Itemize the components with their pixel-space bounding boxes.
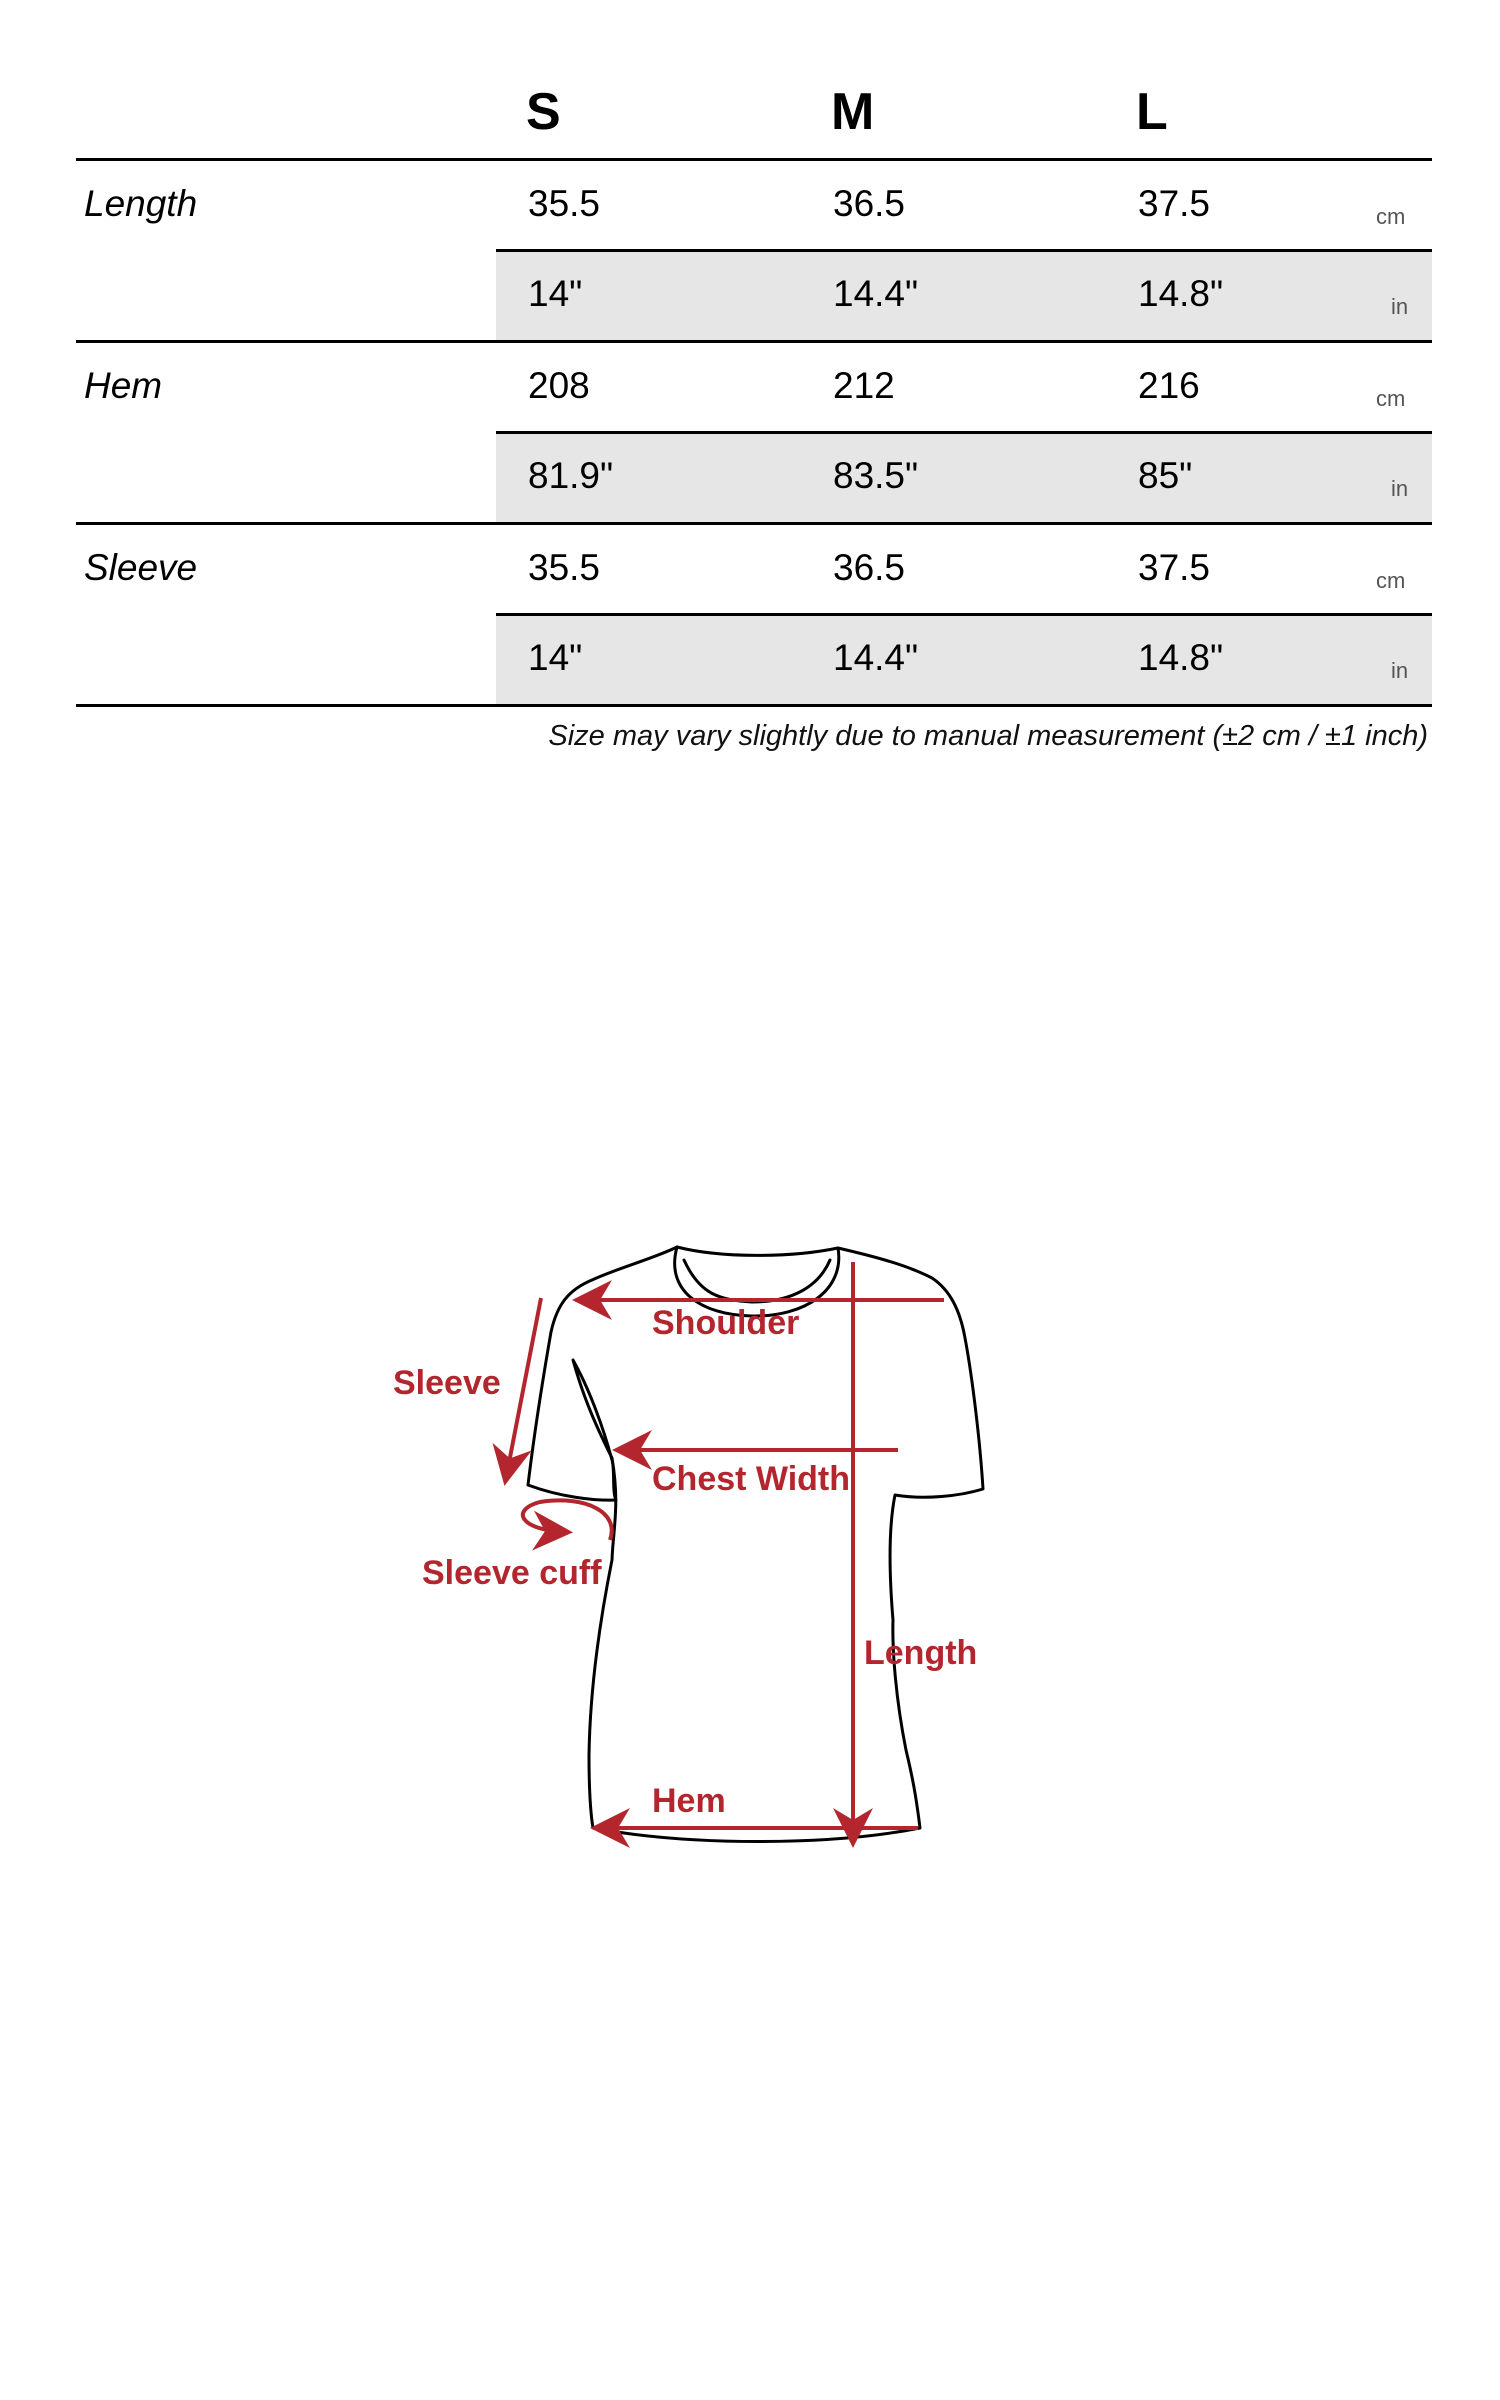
sleeve-in-l: 14.8" — [1138, 637, 1224, 678]
unit-cm: cm — [1376, 204, 1406, 229]
sleeve-cuff-label: Sleeve cuff — [422, 1554, 602, 1592]
hem-in-l: 85" — [1138, 455, 1193, 496]
sleeve-cm-m: 36.5 — [833, 547, 906, 588]
hem-cm-s: 208 — [528, 365, 590, 406]
length-label: Length — [864, 1634, 978, 1672]
size-header-l: L — [1136, 83, 1168, 141]
measurement-note: Size may vary slightly due to manual measurement (±2 cm / ±1 inch) — [548, 720, 1428, 752]
unit-cm: cm — [1376, 386, 1406, 411]
hem-label: Hem — [652, 1782, 726, 1820]
length-in-s: 14" — [528, 273, 583, 314]
shoulder-label: Shoulder — [652, 1304, 800, 1342]
sleeve-in-s: 14" — [528, 637, 583, 678]
hem-cm-m: 212 — [833, 365, 895, 406]
length-in-l: 14.8" — [1138, 273, 1224, 314]
tshirt-collar-inner — [684, 1260, 830, 1302]
row-label-length: Length — [84, 183, 198, 224]
hem-in-m: 83.5" — [833, 455, 919, 496]
sleeve-cm-l: 37.5 — [1138, 547, 1211, 588]
sleeve-in-m: 14.4" — [833, 637, 919, 678]
chest-width-label: Chest Width — [652, 1460, 851, 1498]
sleeve-cuff-arc — [523, 1500, 612, 1540]
row-label-sleeve: Sleeve — [84, 547, 198, 588]
sleeve-label: Sleeve — [393, 1364, 501, 1402]
hem-cm-l: 216 — [1138, 365, 1200, 406]
row-label-hem: Hem — [84, 365, 163, 406]
length-cm-l: 37.5 — [1138, 183, 1211, 224]
hem-in-s: 81.9" — [528, 455, 614, 496]
sleeve-cm-s: 35.5 — [528, 547, 601, 588]
unit-in: in — [1391, 476, 1409, 501]
unit-in: in — [1391, 658, 1409, 683]
size-header-s: S — [526, 83, 561, 141]
unit-cm: cm — [1376, 568, 1406, 593]
length-cm-m: 36.5 — [833, 183, 906, 224]
length-cm-s: 35.5 — [528, 183, 601, 224]
tshirt-collar-back — [677, 1247, 838, 1255]
size-header-m: M — [831, 83, 875, 141]
measurement-lines — [506, 1262, 944, 1840]
unit-in: in — [1391, 294, 1409, 319]
length-in-m: 14.4" — [833, 273, 919, 314]
sleeve-line — [506, 1298, 541, 1478]
